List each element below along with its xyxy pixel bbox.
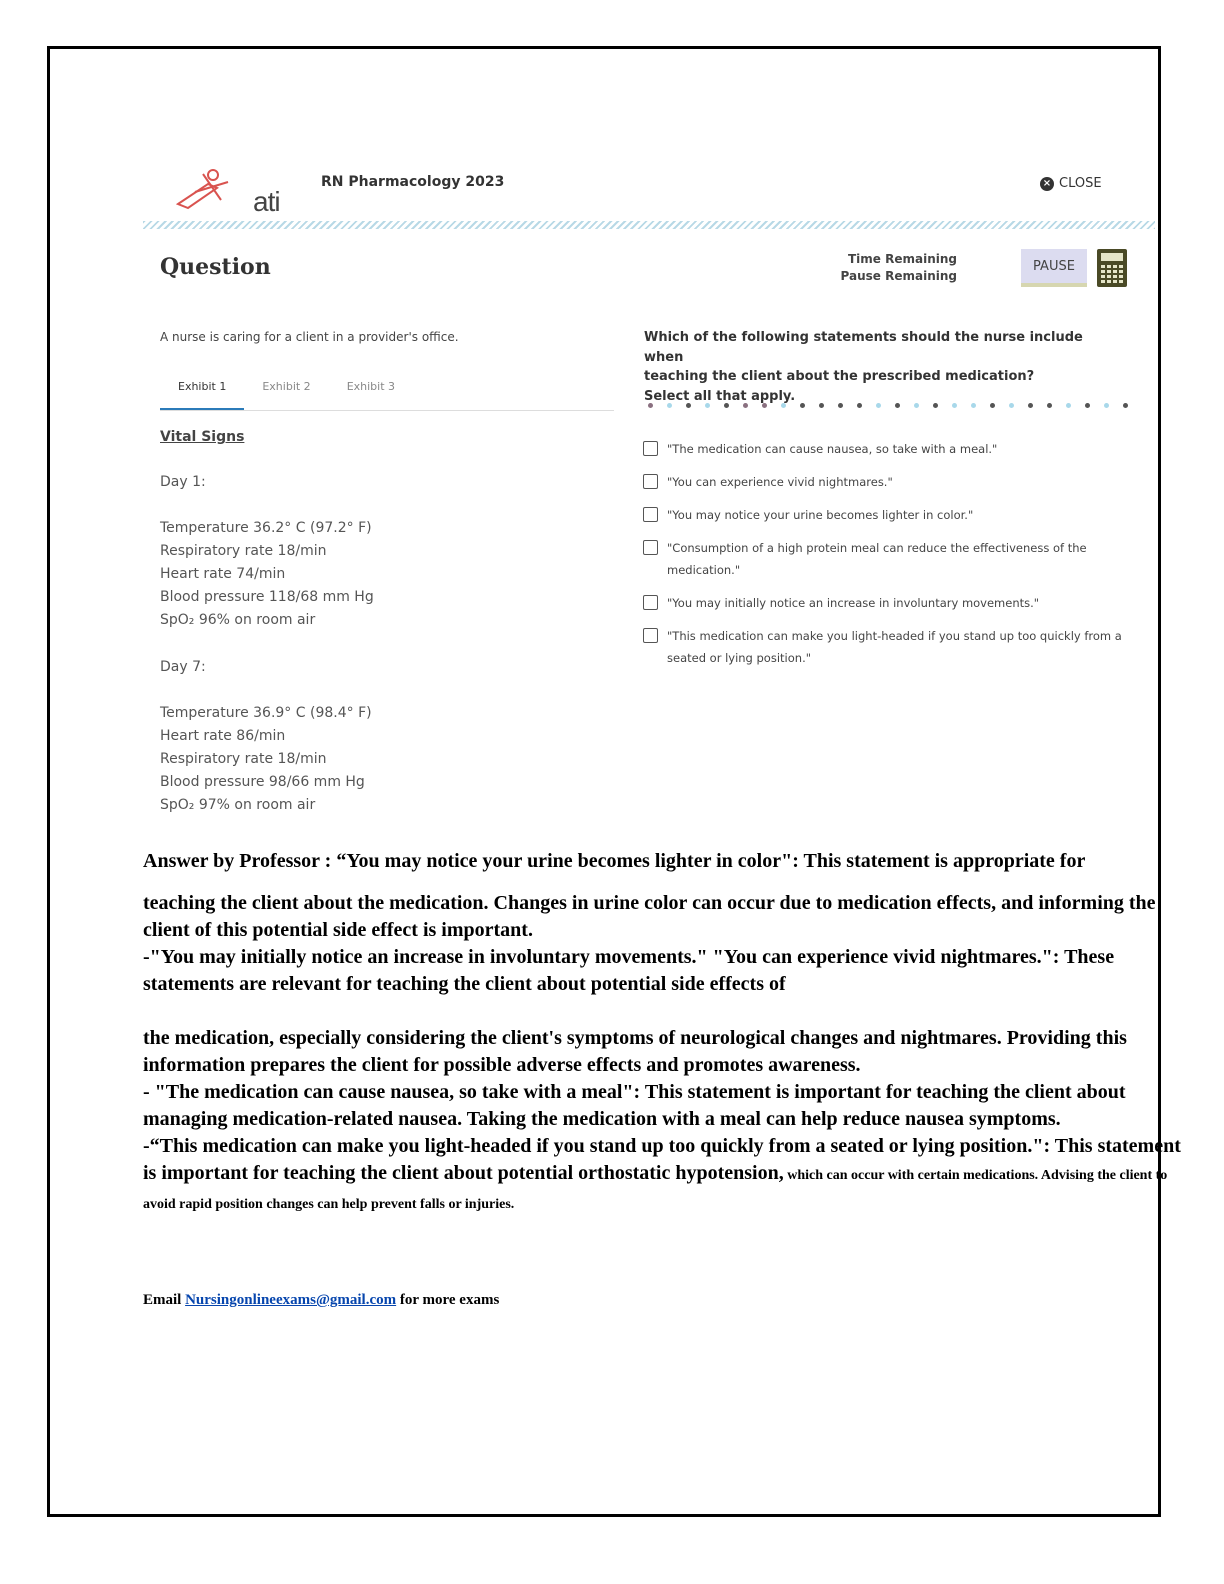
calculator-screen bbox=[1101, 253, 1123, 261]
app-title: RN Pharmacology 2023 bbox=[321, 174, 505, 190]
progress-dot bbox=[1047, 403, 1052, 408]
checkbox[interactable] bbox=[643, 540, 658, 555]
vital-line: Respiratory rate 18/min bbox=[160, 543, 327, 559]
progress-dot bbox=[876, 403, 881, 408]
option-label: "This medication can make you light-headed if you stand up too quickly from a seated or lying position." bbox=[667, 629, 1122, 665]
progress-dot bbox=[781, 403, 786, 408]
tab-exhibit-3[interactable]: Exhibit 3 bbox=[346, 380, 396, 393]
option-item[interactable] bbox=[643, 625, 1123, 669]
page-title: Question bbox=[160, 254, 271, 280]
answer-paragraph: teaching the client about the medication. Changes in urine color can occur due to medication effects, and informing the client of this potential side effect is important. bbox=[143, 892, 1156, 941]
question-line: teaching the client about the prescribed medication? bbox=[644, 369, 1035, 384]
progress-dot bbox=[743, 403, 748, 408]
progress-dot bbox=[1085, 403, 1090, 408]
option-item[interactable] bbox=[643, 438, 1123, 460]
progress-dot bbox=[819, 403, 824, 408]
option-item[interactable] bbox=[643, 592, 1123, 614]
progress-dot bbox=[1104, 403, 1109, 408]
vital-line: Temperature 36.9° C (98.4° F) bbox=[160, 705, 372, 721]
progress-dot bbox=[724, 403, 729, 408]
checkbox[interactable] bbox=[643, 474, 658, 489]
vital-line: Blood pressure 98/66 mm Hg bbox=[160, 774, 365, 790]
calculator-icon[interactable] bbox=[1097, 249, 1127, 287]
progress-dot bbox=[762, 403, 767, 408]
tab-exhibit-1[interactable]: Exhibit 1 bbox=[160, 374, 244, 410]
vital-line: SpO₂ 97% on room air bbox=[160, 797, 316, 813]
close-button[interactable] bbox=[1040, 176, 1102, 191]
answer-paragraph: -"You may initially notice an increase in involuntary movements." "You can experience vivid nightmares.": These statements are relevant for teaching the client about potential side effects of bbox=[143, 946, 1115, 995]
option-item[interactable] bbox=[643, 504, 1123, 526]
progress-dot bbox=[667, 403, 672, 408]
time-remaining-label: Time Remaining bbox=[847, 252, 957, 266]
answer-paragraph: Answer by Professor : “You may notice your urine becomes lighter in color": This statement is appropriate for bbox=[143, 850, 1086, 872]
vital-line: SpO₂ 96% on room air bbox=[160, 612, 316, 628]
progress-dot bbox=[971, 403, 976, 408]
answer-text: -“This medication can make you light-headed if you stand up too quickly from a seated or lying position.": This statement is important for teaching the client about potential orthostatic hypotension, bbox=[143, 1135, 1181, 1184]
answer-paragraph bbox=[143, 1133, 1188, 1218]
exhibit-heading: Vital Signs bbox=[160, 429, 245, 445]
progress-dot bbox=[895, 403, 900, 408]
email-line bbox=[143, 1292, 499, 1309]
checkbox[interactable] bbox=[643, 628, 658, 643]
progress-dot bbox=[857, 403, 862, 408]
progress-dot bbox=[952, 403, 957, 408]
email-link[interactable]: Nursingonlineexams@gmail.com bbox=[185, 1292, 397, 1308]
option-label: "The medication can cause nausea, so take with a meal." bbox=[667, 442, 998, 456]
progress-dot bbox=[705, 403, 710, 408]
progress-dot bbox=[1028, 403, 1033, 408]
question-stem: A nurse is caring for a client in a provider's office. bbox=[160, 330, 459, 344]
day-1-label: Day 1: bbox=[160, 474, 206, 490]
progress-dot bbox=[914, 403, 919, 408]
pause-remaining-label: Pause Remaining bbox=[840, 269, 957, 283]
day-7-label: Day 7: bbox=[160, 659, 206, 675]
answer-options bbox=[643, 438, 1123, 680]
answer-paragraph: the medication, especially considering the client's symptoms of neurological changes and nightmares. Providing this information prepares the client for possible adverse effects and promotes awareness. bbox=[143, 1027, 1127, 1076]
select-all-instruction: Select all that apply. bbox=[644, 388, 796, 404]
calculator-keys bbox=[1101, 264, 1123, 283]
progress-dot bbox=[1066, 403, 1071, 408]
progress-dot bbox=[838, 403, 843, 408]
vital-line: Heart rate 86/min bbox=[160, 728, 286, 744]
close-label: CLOSE bbox=[1059, 176, 1102, 191]
exhibit-tabs bbox=[160, 374, 614, 411]
progress-dot bbox=[1009, 403, 1014, 408]
tab-exhibit-2[interactable]: Exhibit 2 bbox=[262, 380, 311, 393]
professor-answer bbox=[143, 848, 1188, 1218]
vital-line: Heart rate 74/min bbox=[160, 566, 286, 582]
option-label: "You may notice your urine becomes lighter in color." bbox=[667, 508, 974, 522]
progress-dot bbox=[648, 403, 653, 408]
header-divider bbox=[143, 221, 1155, 229]
vital-line: Temperature 36.2° C (97.2° F) bbox=[160, 520, 372, 536]
checkbox[interactable] bbox=[643, 507, 658, 522]
ati-logo-icon bbox=[173, 166, 243, 216]
option-label: "You may initially notice an increase in involuntary movements." bbox=[667, 596, 1040, 610]
option-label: "You can experience vivid nightmares." bbox=[667, 475, 893, 489]
ati-logo bbox=[173, 166, 280, 217]
close-icon: × bbox=[1040, 177, 1054, 191]
checkbox[interactable] bbox=[643, 441, 658, 456]
option-item[interactable] bbox=[643, 537, 1123, 581]
logo-text: ati bbox=[253, 186, 280, 217]
option-item[interactable] bbox=[643, 471, 1123, 493]
question-text bbox=[644, 328, 1104, 406]
timers bbox=[833, 251, 957, 285]
progress-dot bbox=[990, 403, 995, 408]
progress-dot bbox=[1123, 403, 1128, 408]
option-label: "Consumption of a high protein meal can reduce the effectiveness of the medication." bbox=[667, 541, 1087, 577]
progress-dot bbox=[933, 403, 938, 408]
pause-button[interactable]: PAUSE bbox=[1021, 249, 1087, 287]
exhibit-content bbox=[160, 426, 600, 817]
question-line: Which of the following statements should the nurse include when bbox=[644, 330, 1083, 365]
exam-screenshot bbox=[143, 160, 1155, 825]
progress-dots bbox=[648, 403, 1128, 408]
email-prefix: Email bbox=[143, 1292, 186, 1308]
email-suffix: for more exams bbox=[396, 1292, 500, 1308]
answer-text-small: which can occur with certain medications. Advising the client to avoid rapid position changes can help prevent falls or injuries. bbox=[143, 1168, 1168, 1212]
checkbox[interactable] bbox=[643, 595, 658, 610]
vital-line: Respiratory rate 18/min bbox=[160, 751, 327, 767]
progress-dot bbox=[800, 403, 805, 408]
progress-dot bbox=[686, 403, 691, 408]
vital-line: Blood pressure 118/68 mm Hg bbox=[160, 589, 374, 605]
answer-paragraph: - "The medication can cause nausea, so take with a meal": This statement is important for teaching the client about managing medication-related nausea. Taking the medication with a meal can help reduce nausea symptoms. bbox=[143, 1081, 1126, 1130]
